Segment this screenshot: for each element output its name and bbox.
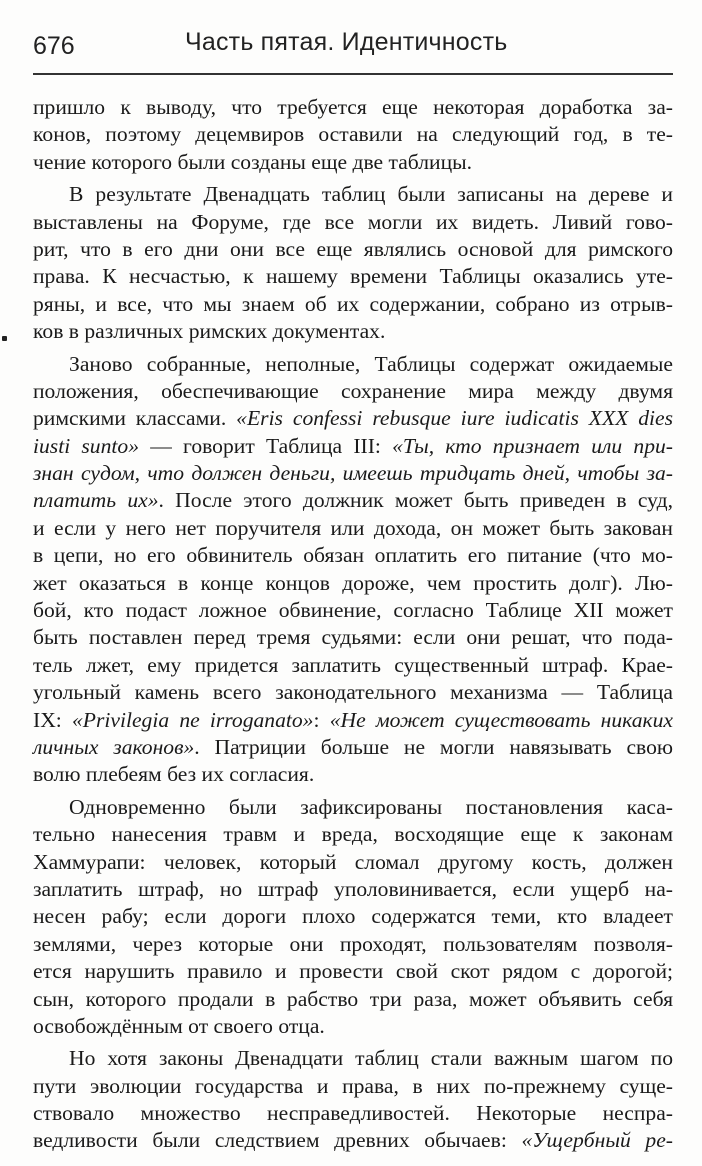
text-line <box>33 378 673 405</box>
text-line <box>33 121 673 148</box>
text-line <box>33 652 673 679</box>
text-line <box>33 931 673 958</box>
text-run: бой, кто подаст ложное обвинение, согласно Таблице XII может <box>33 598 673 623</box>
text-line <box>33 986 673 1013</box>
text-run: . После этого должник может быть приведен в суд, <box>158 488 673 513</box>
text-run: пришло к выводу, что требуется еще некоторая доработка за- <box>33 95 673 119</box>
text-run: тельно нанесения травм и вреда, восходящие еще к законам <box>33 822 673 847</box>
text-run: и если у него нет поручителя или дохода, он может быть закован <box>33 515 673 540</box>
text-run: ряны, и все, что мы знаем об их содержании, собрано из отрыв- <box>33 291 673 316</box>
text-run: положения, обеспечивающие сохранение мира между двумя <box>33 378 673 403</box>
text-line <box>33 351 673 378</box>
running-head: Часть пятая. Идентичность <box>185 28 508 56</box>
text-line <box>33 263 673 290</box>
text-run: в цепи, но его обвинитель обязан оплатить его питание (что мо- <box>33 543 673 568</box>
text-run: жет оказаться в конце концов дороже, чем простить долг). Лю- <box>33 570 673 595</box>
text-run: рит, что в его дни они все еще являлись основой для римского <box>33 236 673 261</box>
text-line <box>33 181 673 208</box>
page-header <box>33 28 673 76</box>
text-line <box>33 291 673 318</box>
margin-mark <box>2 336 7 341</box>
text-line <box>33 460 673 487</box>
text-line <box>33 761 673 788</box>
italic-text: «Ты, кто признает или при- <box>392 433 673 458</box>
italic-text: знан судом, что должен деньги, имеешь тридцать дней, чтобы за- <box>33 461 673 486</box>
text-line <box>33 1100 673 1127</box>
text-run: выставлены на Форуме, где все могли их видеть. Ливий гово- <box>33 209 673 234</box>
text-line <box>33 958 673 985</box>
text-line <box>33 433 673 460</box>
page-number: 676 <box>33 32 75 60</box>
text-line <box>33 849 673 876</box>
text-run: ствовало множество несправедливостей. Некоторые неспра- <box>33 1101 673 1126</box>
text-line <box>33 570 673 597</box>
italic-text: «Не может существовать никаких <box>329 707 673 732</box>
text-run: пути эволюции государства и права, в них по-прежнему суще- <box>33 1073 673 1098</box>
text-run: IX: <box>33 707 72 732</box>
text-line <box>33 318 673 345</box>
text-run: несен рабу; если дороги плохо содержатся теми, кто владеет <box>33 904 673 929</box>
text-line <box>33 149 673 176</box>
text-line <box>33 487 673 514</box>
text-run: сын, которого продали в рабство три раза, может объявить себя <box>33 986 673 1011</box>
italic-text: «Ущербный ре- <box>521 1128 673 1153</box>
text-run: Но хотя законы Двенадцати таблиц стали важным шагом по <box>69 1046 673 1071</box>
text-run: Заново собранные, неполные, Таблицы содержат ожидаемые <box>69 351 673 376</box>
text-line <box>33 707 673 734</box>
text-line <box>33 903 673 930</box>
italic-text: платить их» <box>33 488 159 513</box>
text-run: заплатить штраф, но штраф уполовинивается, если ущерб на- <box>33 876 673 901</box>
text-line <box>33 1073 673 1100</box>
paragraph <box>33 94 673 176</box>
text-line <box>33 515 673 542</box>
text-run: быть поставлен перед тремя судьями: если они решат, что пода- <box>33 625 673 650</box>
text-run: ков в различных римских документах. <box>33 319 386 344</box>
text-line <box>33 405 673 432</box>
text-line <box>33 542 673 569</box>
text-line <box>33 821 673 848</box>
text-run: ется нарушить правило и провести свой скот рядом с дорогой; <box>33 959 673 984</box>
paragraph <box>33 794 673 1041</box>
text-line <box>33 209 673 236</box>
text-run: конов, поэтому децемвиров оставили на следующий год, в те- <box>33 122 673 147</box>
italic-text: «Eris confessi rebusque iure iudicatis XXX dies <box>236 406 674 431</box>
text-run: права. К несчастью, к нашему времени Таблицы оказались уте- <box>33 264 673 289</box>
text-line <box>33 597 673 624</box>
text-run: ведливости были следствием древних обычаев: <box>33 1128 522 1153</box>
text-line <box>33 734 673 761</box>
text-line <box>33 876 673 903</box>
text-line <box>33 794 673 821</box>
text-run: римскими классами. <box>33 406 237 431</box>
text-line <box>33 1013 673 1040</box>
text-line <box>33 94 673 121</box>
italic-text: «Privilegia ne irroganato» <box>71 707 314 732</box>
text-run: Хаммурапи: человек, который сломал другому кость, должен <box>33 849 673 874</box>
text-run: В результате Двенадцать таблиц были записаны на дереве и <box>69 182 673 207</box>
text-run: Одновременно были зафиксированы постановления каса- <box>69 794 673 819</box>
text-run: угольный камень всего законодательного механизма — Таблица <box>33 680 673 705</box>
text-run: тель лжет, ему придется заплатить существенный штраф. Крае- <box>33 652 673 677</box>
text-line <box>33 679 673 706</box>
body-text <box>33 94 673 1155</box>
text-run: землями, через которые они проходят, пользователям позволя- <box>33 931 673 956</box>
italic-text: iusti sunto» <box>33 433 139 458</box>
text-run: освобождённым от своего отца. <box>33 1013 325 1038</box>
text-run: . Патриции больше не могли навязывать свою <box>194 734 674 759</box>
text-run: — говорит Таблица III: <box>139 433 393 458</box>
header-rule <box>33 73 673 75</box>
text-run: чение которого были созданы еще две таблицы. <box>33 149 473 174</box>
text-run: : <box>313 707 330 732</box>
italic-text: личных законов» <box>33 734 195 759</box>
text-line <box>33 236 673 263</box>
paragraph <box>33 351 673 789</box>
text-line <box>33 624 673 651</box>
text-line <box>33 1127 673 1154</box>
paragraph <box>33 181 673 345</box>
text-line <box>33 1045 673 1072</box>
text-run: волю плебеям без их согласия. <box>33 762 315 787</box>
paragraph <box>33 1045 673 1155</box>
